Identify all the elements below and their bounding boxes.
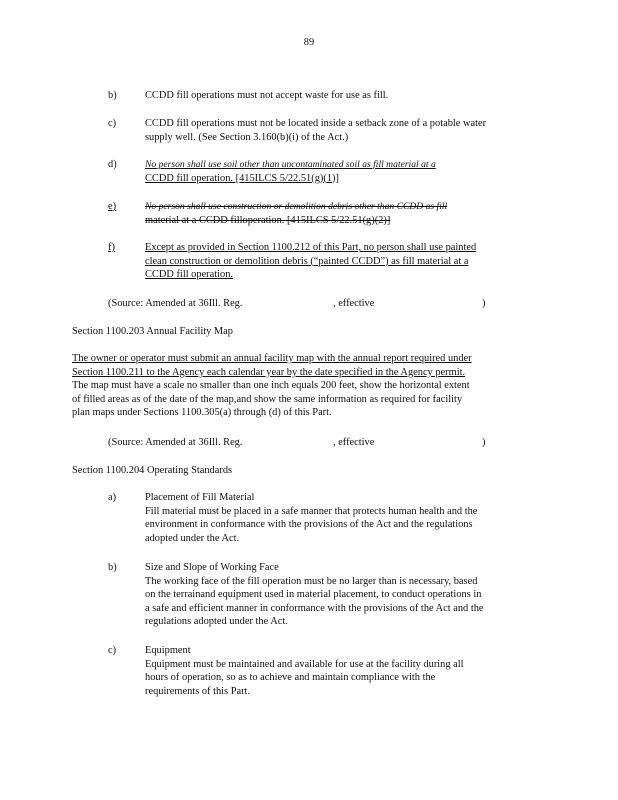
paragraph-line: The map must have a scale no smaller than one inch equals 200 feet, show the horizontal extent — [72, 380, 470, 392]
paragraph-line: of filled areas as of the date of the map,and show the same information as required for facility — [72, 393, 463, 405]
item-title: Placement of Fill Material — [145, 492, 255, 503]
item-text: supply well. (See Section 3.160(b)(i) of the Act.) — [145, 131, 349, 143]
item-label: c) — [108, 645, 117, 656]
item-text: requirements of this Part. — [145, 685, 251, 697]
section-heading: Section 1100.204 Operating Standards — [72, 465, 233, 476]
item-text: hours of operation, so as to achieve and maintain compliance with the — [145, 672, 436, 684]
item-text: environment in conformance with the provisions of the Act and the regulations — [145, 519, 473, 531]
list-item-f — [108, 241, 538, 282]
item-label: d) — [108, 159, 117, 170]
item-text: adopted under the Act. — [145, 532, 240, 544]
item-text: material at a CCDD filloperation. [415ILCS 5/22.51(g)(2)] — [145, 214, 391, 226]
paragraph-line: plan maps under Sections 1100.305(a) through (d) of this Part. — [72, 407, 332, 419]
list-item-b2 — [108, 561, 538, 629]
item-text: CCDD fill operation. — [145, 269, 234, 281]
source-effective: , effective — [333, 437, 375, 448]
item-label: a) — [108, 492, 117, 503]
item-text: No person shall use construction or demolition debris other than CCDD as fill — [145, 201, 448, 212]
item-label: f) — [108, 242, 115, 253]
source-note — [108, 436, 538, 450]
item-text: Equipment must be maintained and available for use at the facility during all — [145, 658, 464, 670]
source-close: ) — [482, 298, 486, 309]
source-text: (Source: Amended at 36Ill. Reg. — [108, 298, 243, 309]
source-effective: , effective — [333, 298, 375, 309]
list-item-d — [108, 158, 538, 185]
page-number: 89 — [303, 37, 315, 48]
list-item-c — [108, 117, 538, 144]
list-item-c2 — [108, 644, 538, 698]
item-text: CCDD fill operations must not be located inside a setback zone of a potable water — [145, 118, 487, 129]
item-text: Fill material must be placed in a safe manner that protects human health and the — [145, 505, 478, 517]
item-text: clean construction or demolition debris (“painted CCDD”) as fill material at a — [145, 255, 469, 267]
source-text: (Source: Amended at 36Ill. Reg. — [108, 437, 243, 448]
item-label: e) — [108, 201, 117, 212]
list-item-b — [108, 89, 538, 103]
list-item-a — [108, 491, 538, 545]
source-note — [108, 297, 538, 311]
section-paragraph — [72, 352, 538, 420]
item-text: The working face of the fill operation must be no larger than is necessary, based — [145, 575, 478, 587]
source-close: ) — [482, 437, 486, 448]
item-text: Except as provided in Section 1100.212 of this Part, no person shall use painted — [145, 242, 477, 253]
item-title: Equipment — [145, 645, 191, 656]
item-text: a safe and efficient manner in conformance with the provisions of the Act and the — [145, 602, 484, 614]
item-text: regulations adopted under the Act. — [145, 616, 288, 628]
item-label: b) — [108, 562, 117, 573]
item-text: CCDD fill operation. [415ILCS 5/22.51(g)(1)] — [145, 172, 339, 184]
item-text: CCDD fill operations must not accept waste for use as fill. — [145, 90, 389, 101]
item-title: Size and Slope of Working Face — [145, 562, 279, 573]
paragraph-line: Section 1100.211 to the Agency each calendar year by the date specified in the Agency permit. — [72, 366, 466, 378]
section-heading: Section 1100.203 Annual Facility Map — [72, 326, 233, 337]
item-label: b) — [108, 90, 117, 101]
item-label: c) — [108, 118, 117, 129]
paragraph-line: The owner or operator must submit an annual facility map with the annual report required under — [72, 353, 472, 364]
list-item-e — [108, 200, 538, 227]
item-text: No person shall use soil other than uncontaminated soil as fill material at a — [145, 159, 436, 170]
item-text: on the terrainand equipment used in material placement, to conduct operations in — [145, 589, 482, 601]
